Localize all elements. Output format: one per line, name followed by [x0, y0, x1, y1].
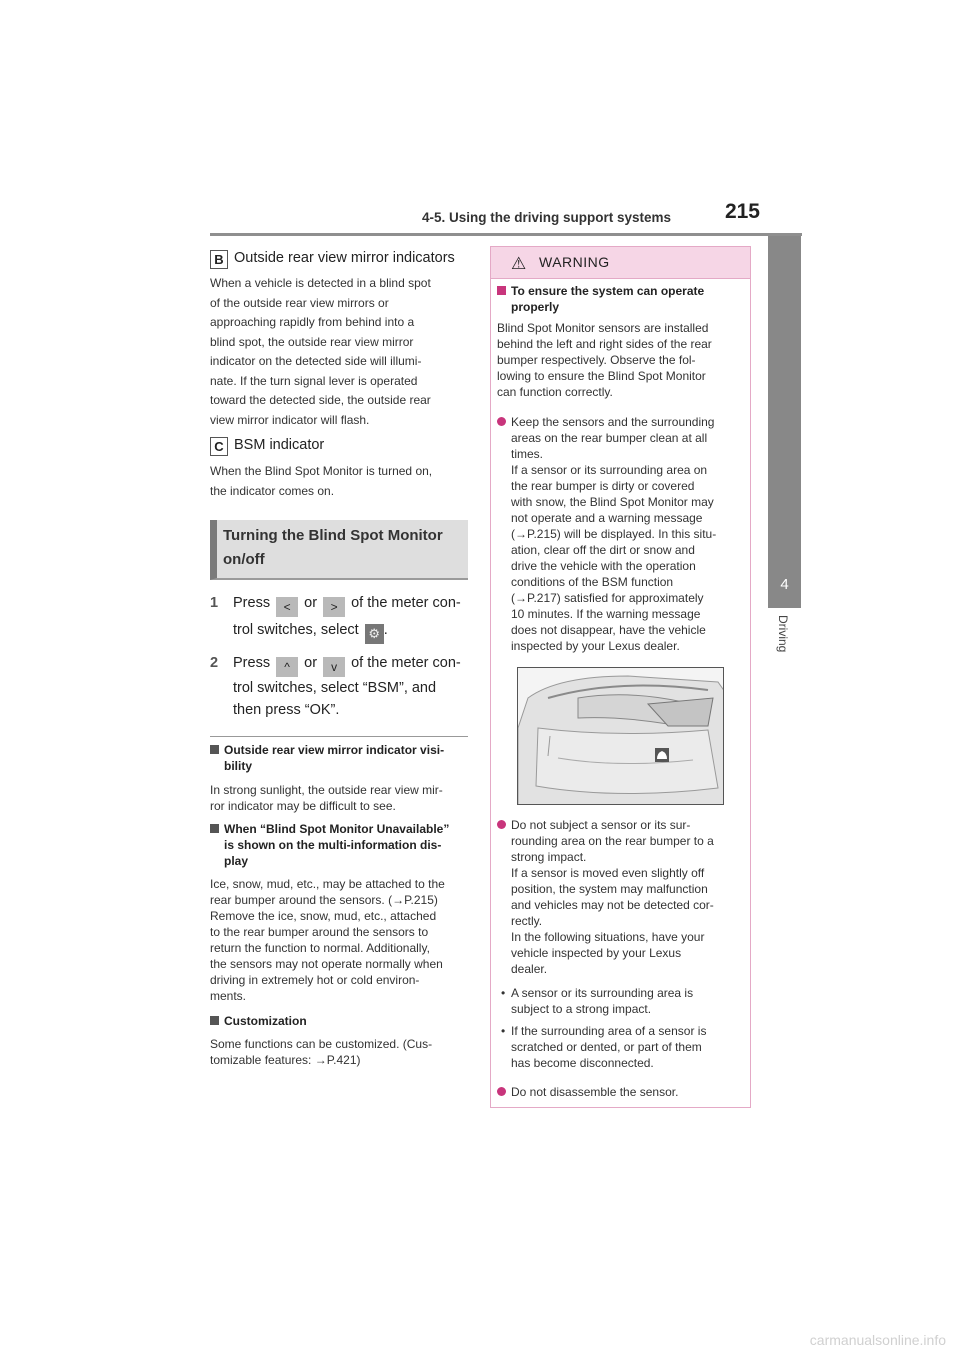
car-rear-drawing	[518, 668, 724, 805]
warning-title: WARNING	[539, 254, 610, 270]
square-bullet-icon	[210, 824, 219, 833]
warning-triangle-icon: ⚠	[511, 254, 527, 273]
circle-bullet-icon	[497, 820, 506, 829]
section-title: 4-5. Using the driving support systems	[422, 210, 672, 225]
down-arrow-key-icon: v	[323, 657, 345, 677]
note-1-heading: Outside rear view mirror indicator visi- bility	[210, 742, 468, 774]
square-bullet-icon	[497, 286, 506, 295]
note-3-body: Some functions can be customized. (Cus- tomizable features: →P.421)	[210, 1037, 433, 1067]
chapter-tab	[768, 236, 801, 608]
up-arrow-key-icon: ^	[276, 657, 298, 677]
note-3-heading: Customization	[210, 1013, 468, 1029]
chapter-label: Driving	[776, 615, 790, 653]
item-b-title: Outside rear view mirror indicators	[234, 250, 455, 266]
notes-divider	[210, 736, 468, 737]
item-c-title: BSM indicator	[234, 437, 325, 453]
note-1-body: In strong sunlight, the outside rear view mir- ror indicator may be difficult to see.	[210, 783, 443, 813]
chapter-number: 4	[780, 576, 789, 593]
item-b-text: When a vehicle is detected in a blind spot of the outside rear view mirrors or approaching rapidly from behind into a blind spot, the outside rear view mirror indicator on the detected side will illumi- nate. If the turn signal lever is operated toward the detected side, the outside rear view mirror indicator will flash.	[210, 276, 431, 427]
square-bullet-icon	[210, 745, 219, 754]
left-arrow-key-icon: <	[276, 597, 298, 617]
rear-bumper-sensor-illustration	[517, 667, 724, 805]
circle-bullet-icon	[497, 1087, 506, 1096]
sensor-bell-icon	[655, 748, 669, 762]
square-bullet-icon	[210, 1016, 219, 1025]
warning-subheading: To ensure the system can operate properly	[497, 283, 743, 315]
warning-bullet-3: Do not disassemble the sensor.	[497, 1084, 743, 1100]
badge-b: B	[210, 250, 228, 269]
warning-sub-bullet-2: • If the surrounding area of a sensor is scratched or dented, or part of them has become disconnected.	[501, 1024, 707, 1070]
circle-bullet-icon	[497, 417, 506, 426]
badge-c: C	[210, 437, 228, 456]
warning-bullet-1: Keep the sensors and the surrounding areas on the rear bumper clean at all times. If a sensor or its surrounding area on the rear bumper is dirty or covered with snow, the Blind Spot Monitor may not operate and a warning message (→P.215) will be displayed. In this situ- ation, clear off the dirt or snow and drive the vehicle with the operation conditions of the BSM function (→P.217) satisfied for approximately 10 minutes. If the warning message does not disappear, have the vehicle inspected by your Lexus dealer.	[497, 414, 743, 654]
note-2-heading: When “Blind Spot Monitor Unavailable” is shown on the multi-information dis- play	[210, 821, 468, 869]
settings-gear-icon: ⚙	[365, 624, 384, 644]
warning-header	[491, 247, 750, 279]
page-number: 215	[724, 200, 760, 223]
note-2-body: Ice, snow, mud, etc., may be attached to the rear bumper around the sensors. (→P.215) Remove the ice, snow, mud, etc., attached to the rear bumper around the sensors to return the function to normal. Additionally, the sensors may not operate normally when driving in extremely hot or cold environ- ments.	[210, 877, 445, 1003]
warning-intro: Blind Spot Monitor sensors are installed behind the left and right sides of the rear bumper respectively. Observe the fol- lowing to ensure the Blind Spot Monitor can function correctly.	[497, 321, 712, 399]
right-arrow-key-icon: >	[323, 597, 345, 617]
item-c-text: When the Blind Spot Monitor is turned on, the indicator comes on.	[210, 464, 433, 498]
page-header	[210, 200, 802, 236]
footer-watermark: carmanualsonline.info	[809, 1332, 946, 1348]
section-heading: Turning the Blind Spot Monitor on/off	[210, 520, 468, 580]
warning-box	[490, 246, 751, 1108]
warning-bullet-2: Do not subject a sensor or its sur- rounding area on the rear bumper to a strong impact. If a sensor is moved even slightly off position, the system may malfunction and vehicles may not be detected cor- rectly. In the following situations, have your vehicle inspected by your Lexus dealer.	[497, 817, 743, 977]
warning-sub-bullet-1: • A sensor or its surrounding area is subject to a strong impact.	[501, 986, 694, 1016]
header-rule	[210, 233, 802, 236]
